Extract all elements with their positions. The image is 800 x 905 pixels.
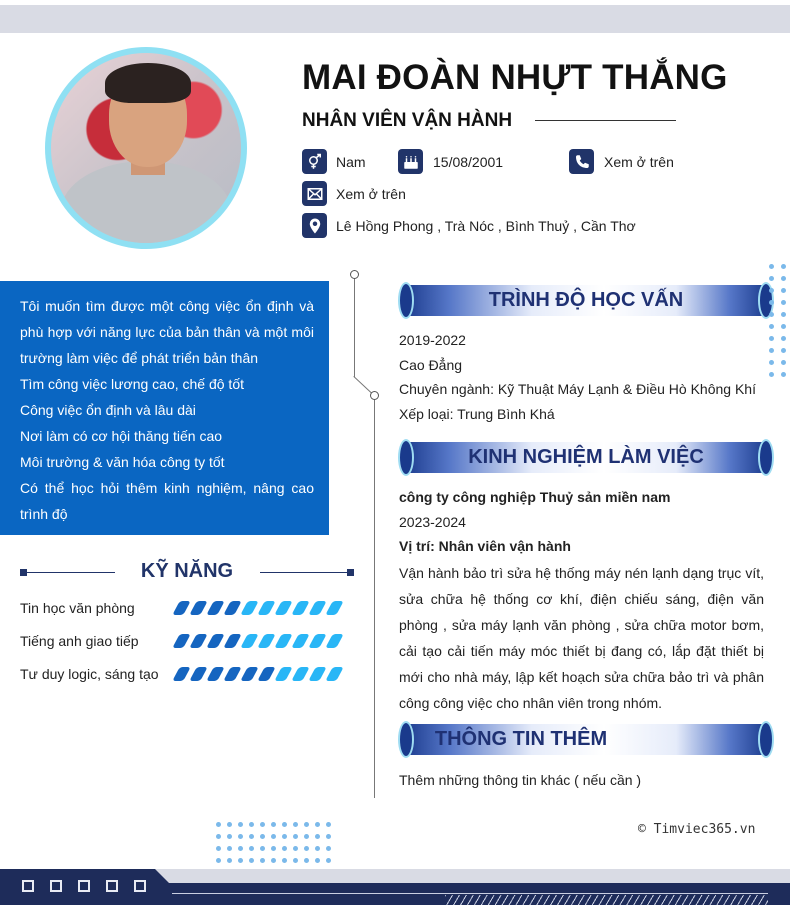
skill-segment [291,634,309,648]
skill-segment [206,601,224,615]
skill-segment [223,601,241,615]
dot [769,300,774,305]
dot [769,312,774,317]
dot [249,822,254,827]
skill-segment [325,601,343,615]
skill-segment [206,667,224,681]
dot [781,264,786,269]
objective-item: Công việc ổn định và lâu dài [20,402,196,418]
footer-square [106,880,118,892]
skill-segment [257,634,275,648]
email-value: Xem ở trên [336,186,406,202]
objective-item: Tìm công việc lương cao, chế độ tốt [20,376,244,392]
birthday-value: 15/08/2001 [433,154,504,170]
dot [293,834,298,839]
dot [249,846,254,851]
skill-segment [240,601,258,615]
objective-item: Môi trường & văn hóa công ty tốt [20,454,225,470]
dot [769,264,774,269]
dot [769,372,774,377]
skill-segment [240,634,258,648]
education-major: Chuyên ngành: Kỹ Thuật Máy Lạnh & Điều Hò Không Khí [399,381,756,397]
dot [781,288,786,293]
extra-text: Thêm những thông tin khác ( nếu cần ) [399,772,642,788]
dot [282,858,287,863]
dot [282,834,287,839]
dot-pattern [769,264,786,377]
dot [781,276,786,281]
skill-segment [274,634,292,648]
career-objective [0,281,329,535]
job-title: NHÂN VIÊN VẬN HÀNH [302,110,513,131]
education-details [399,328,756,426]
dot [769,288,774,293]
skill-segment [325,667,343,681]
objective-item: Nơi làm có cơ hội thăng tiến cao [20,428,223,444]
dot [238,858,243,863]
dot [249,858,254,863]
title-divider [535,120,676,121]
skill-segment [257,601,275,615]
dot [216,846,221,851]
dot [315,858,320,863]
dot [326,834,331,839]
skill-segment [172,667,190,681]
skill-segment [274,601,292,615]
footer-line [172,893,768,894]
dot [271,834,276,839]
dot [769,324,774,329]
timeline-dot [350,270,359,279]
skill-segment [308,601,326,615]
skill-label: Tin học văn phòng [20,600,135,616]
avatar [45,47,247,249]
objective-item: Có thể học hỏi thêm kinh nghiệm, nâng cao trình độ [20,480,314,522]
map-pin-icon [302,213,327,238]
experience-position: Vị trí: Nhân viên vận hành [399,538,571,554]
education-heading [398,282,774,319]
top-band [0,5,790,33]
dot [238,834,243,839]
timeline-dot [370,391,379,400]
experience-heading [398,439,774,476]
dot [271,858,276,863]
skill-segment [223,667,241,681]
skill-segment [308,667,326,681]
profile-photo [51,53,241,243]
dot [769,276,774,281]
dot [227,846,232,851]
dot [304,822,309,827]
skill-segment [291,667,309,681]
dot [271,846,276,851]
dot [304,834,309,839]
education-rank: Xếp loại: Trung Bình Khá [399,405,555,422]
extra-title: THÔNG TIN THÊM [434,728,608,750]
skill-segment [308,634,326,648]
dot [315,834,320,839]
footer-square [78,880,90,892]
education-years: 2019-2022 [399,332,466,348]
skill-segment [257,667,275,681]
objective-item: Tôi muốn tìm được một công việc ổn định và phù hợp với năng lực của bản thân và một môi trường làm việc để phát triển bản thân [20,298,314,366]
footer-hatch [445,895,768,905]
dot [781,312,786,317]
dot [326,822,331,827]
dot [216,834,221,839]
dot [326,846,331,851]
dot [216,822,221,827]
dot [260,822,265,827]
dot [781,300,786,305]
skills-title: KỸ NĂNG [140,560,234,582]
dot [216,858,221,863]
skill-label: Tiếng anh giao tiếp [20,633,139,649]
dot [271,822,276,827]
dot [315,822,320,827]
education-title: TRÌNH ĐỘ HỌC VẤN [488,289,684,311]
skill-segment [172,601,190,615]
address-value: Lê Hồng Phong , Trà Nóc , Bình Thuỷ , Cần Thơ [336,218,636,234]
skill-segment [189,667,207,681]
dot [260,846,265,851]
dot [769,336,774,341]
timeline-line [354,277,355,377]
dot [781,348,786,353]
birthday-cake-icon [398,149,423,174]
experience-years: 2023-2024 [399,513,466,530]
dot [293,846,298,851]
education-level: Cao Đẳng [399,356,463,373]
dot [781,336,786,341]
dot [282,846,287,851]
experience-meta [399,485,670,559]
dot [249,834,254,839]
dot [781,372,786,377]
skills-heading [20,560,354,586]
dot [781,324,786,329]
skill-segment [223,634,241,648]
dot [238,822,243,827]
candidate-name: MAI ĐOÀN NHỰT THẮNG [302,58,728,97]
phone-value: Xem ở trên [604,154,674,170]
dot [260,858,265,863]
copyright: © Timviec365.vn [638,822,756,837]
dot [293,822,298,827]
footer-square [134,880,146,892]
dot [282,822,287,827]
skill-segment [274,667,292,681]
skill-segment [172,634,190,648]
skill-segment [325,634,343,648]
dot [781,360,786,365]
dot [227,858,232,863]
skill-segment [206,634,224,648]
skill-segment [189,601,207,615]
dot [769,360,774,365]
dot [227,822,232,827]
phone-icon [569,149,594,174]
dot [304,846,309,851]
experience-description: Vận hành bảo trì sửa hệ thống máy nén lạnh dạng trục vít, sửa chữa hệ thống cơ khí, điện chiếu sáng, điện văn phòng , sửa máy lạnh văn phòng , sửa chữa motor bơm, cải tạo cải tiến máy móc thiết bị đang có, lắp đặt thiết bị mới cho nhà máy, lập kết hoạch sửa chữa bảo trì và phân công công việc cho nhân viên trong nhóm. [399,565,764,711]
dot [304,858,309,863]
dot-pattern [216,822,331,863]
skill-segment [291,601,309,615]
gender-icon [302,149,327,174]
gender-value: Nam [336,154,366,170]
extra-heading [398,721,774,758]
dot [326,858,331,863]
footer-square [22,880,34,892]
envelope-icon [302,181,327,206]
dot [238,846,243,851]
footer-square [50,880,62,892]
skill-segment [240,667,258,681]
experience-company: công ty công nghiệp Thuỷ sản miền nam [399,489,671,505]
timeline-line [374,396,375,798]
dot [769,348,774,353]
dot [315,846,320,851]
experience-title: KINH NGHIỆM LÀM VIỆC [468,446,704,468]
skill-label: Tư duy logic, sáng tạo [20,666,159,682]
skill-segment [189,634,207,648]
dot [260,834,265,839]
dot [293,858,298,863]
dot [227,834,232,839]
